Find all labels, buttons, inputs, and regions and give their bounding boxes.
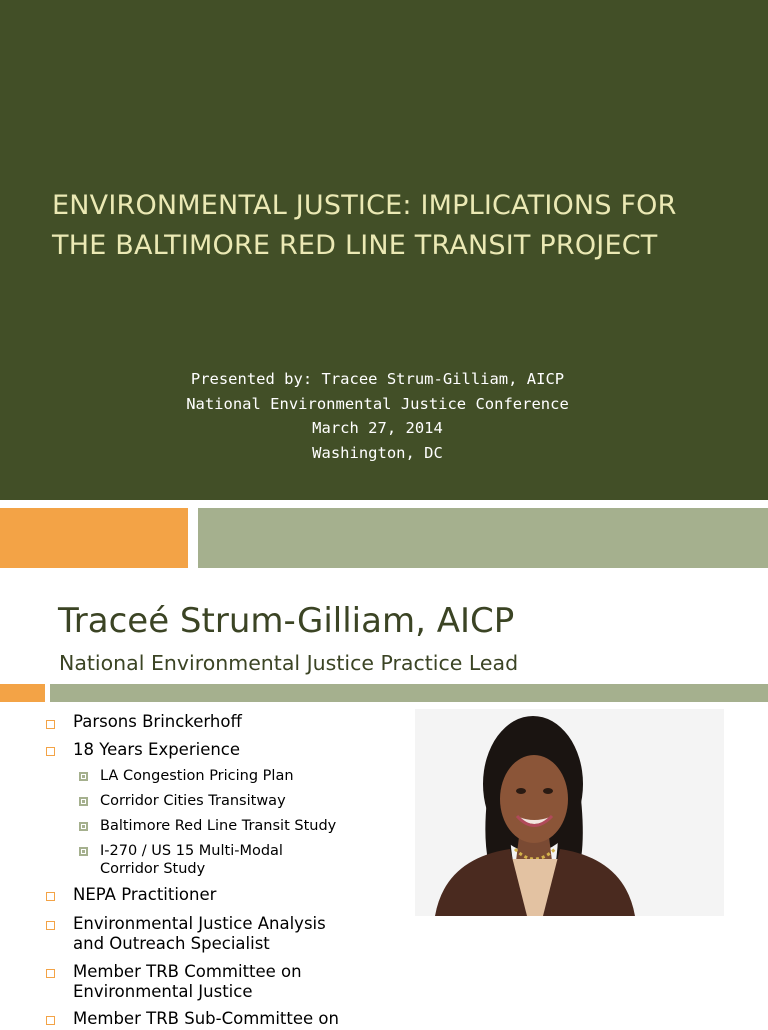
list-item: NEPA Practitioner — [73, 885, 217, 904]
sub-list-item: Corridor Cities Transitway — [100, 793, 286, 809]
presenter-info — [0, 367, 755, 465]
filled-square-bullet-icon — [79, 847, 88, 856]
list-item-continuation: Environmental Justice — [73, 982, 253, 1001]
square-bullet-icon — [46, 747, 55, 756]
orange-accent-bar — [0, 508, 188, 568]
conference-line: National Environmental Justice Conference — [186, 394, 569, 413]
list-item-continuation: and Outreach Specialist — [73, 934, 270, 953]
title-line-1: ENVIRONMENTAL JUSTICE: IMPLICATIONS FOR — [52, 190, 677, 221]
square-bullet-icon — [46, 720, 55, 729]
sub-list-item: I-270 / US 15 Multi-Modal — [100, 843, 283, 859]
presentation-title — [52, 186, 742, 266]
green-divider — [50, 684, 768, 702]
presenter-line: Presented by: Tracee Strum-Gilliam, AICP — [190, 370, 565, 388]
square-bullet-icon — [46, 969, 55, 978]
date-line: March 27, 2014 — [312, 419, 443, 438]
sub-list-item: LA Congestion Pricing Plan — [100, 768, 294, 784]
list-item: 18 Years Experience — [73, 740, 241, 759]
speaker-role: National Environmental Justice Practice Lead — [59, 651, 519, 675]
square-bullet-icon — [46, 921, 55, 930]
list-item: Member TRB Sub-Committee on — [73, 1009, 339, 1028]
list-item: Environmental Justice Analysis — [73, 914, 326, 933]
title-slide — [0, 0, 768, 500]
filled-square-bullet-icon — [79, 822, 88, 831]
filled-square-bullet-icon — [79, 797, 88, 806]
sub-list-item: Baltimore Red Line Transit Study — [100, 818, 337, 834]
list-item: Parsons Brinckerhoff — [73, 712, 242, 731]
square-bullet-icon — [46, 892, 55, 901]
portrait-image — [415, 709, 724, 916]
list-item: Member TRB Committee on — [73, 962, 302, 981]
speaker-name: Traceé Strum-Gilliam, AICP — [58, 601, 515, 641]
filled-square-bullet-icon — [79, 772, 88, 781]
location-line: Washington, DC — [312, 443, 443, 462]
speaker-photo — [415, 709, 724, 916]
title-line-2: THE BALTIMORE RED LINE TRANSIT PROJECT — [52, 230, 658, 261]
green-accent-bar — [198, 508, 768, 568]
orange-divider — [0, 684, 45, 702]
sub-list-item-continuation: Corridor Study — [100, 861, 206, 877]
